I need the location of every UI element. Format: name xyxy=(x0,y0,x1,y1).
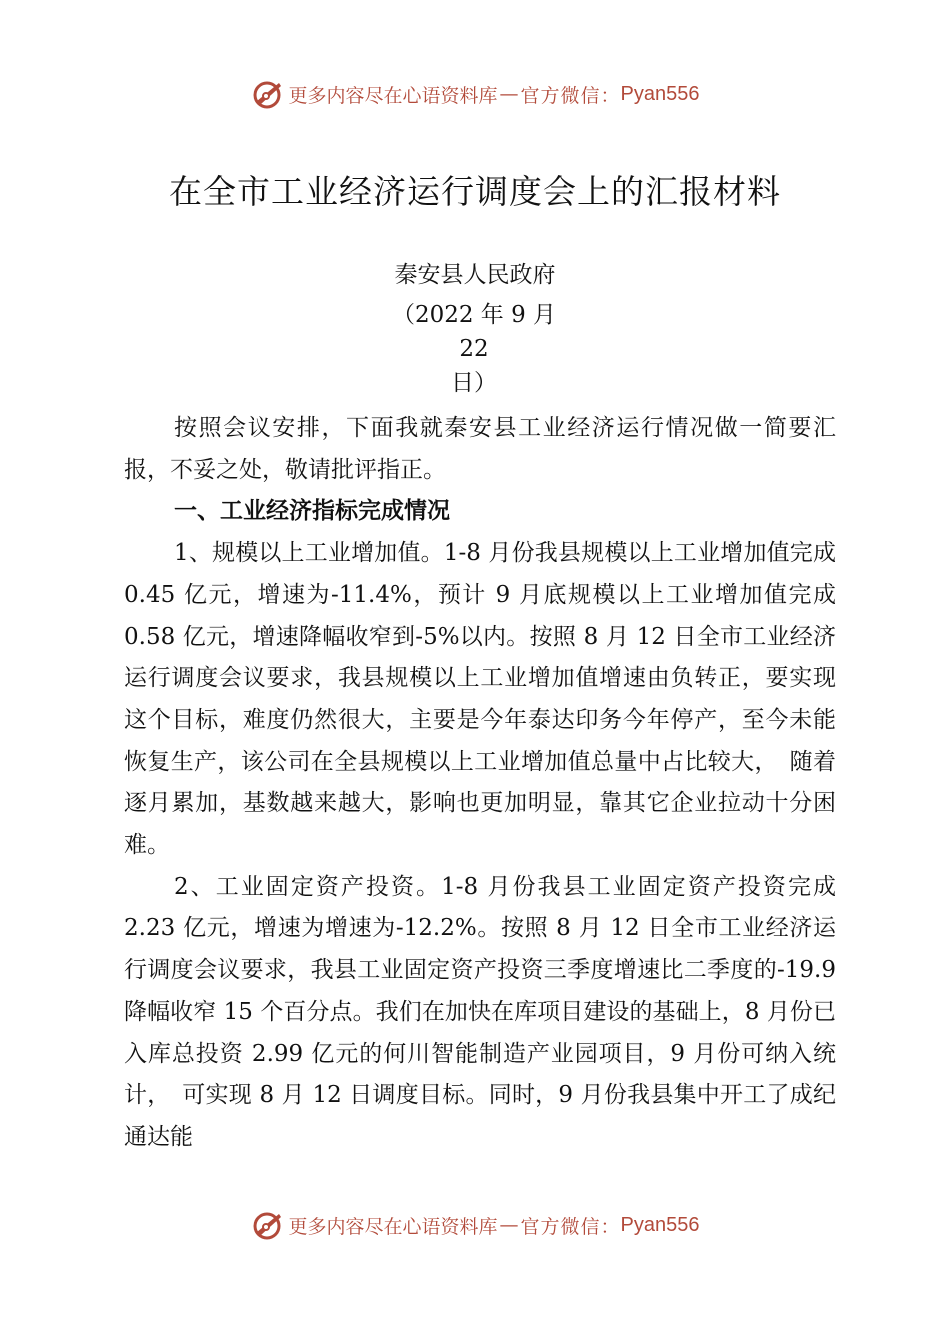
watermark-separator: — xyxy=(499,83,519,105)
watermark-wechat-id: Pyan556 xyxy=(620,82,700,105)
watermark-banner-top xyxy=(0,74,950,114)
watermark-wechat-label: 官方微信： xyxy=(520,84,621,107)
watermark-wechat-id: Pyan556 xyxy=(620,1213,700,1236)
watermark-text: 更多内容尽在心语资料库 xyxy=(288,1215,498,1238)
logo-pen-icon xyxy=(251,1208,285,1242)
intro-paragraph: 按照会议安排，下面我就秦安县工业经济运行情况做一简要汇报，不妥之处，敬请批评指正。 xyxy=(124,415,836,483)
document-author: 秦安县人民政府 xyxy=(394,262,556,288)
watermark-separator: — xyxy=(499,1214,519,1236)
document-title: 在全市工业经济运行调度会上的汇报材料 xyxy=(169,172,781,211)
document-date-line1: （2022 年 9 月 22 xyxy=(391,302,557,362)
document-date xyxy=(376,298,572,400)
document-date-line2: 日） xyxy=(451,370,497,396)
paragraph-industrial-value-added: 1、规模以上工业增加值。1-8 月份我县规模以上工业增加值完成 0.45 亿元，增速为-11.4%，预计 9 月底规模以上工业增加值完成 0.58 亿元，增速降幅收窄到-5%以内。按照 8 月 12 日全市工业经济运行调度会议要求，我县规模以上工业增加值增速由负转正，要实现这个目标，难度仍然很大，主要是今年泰达印务今年停产，至今未能恢复生产，该公司在全县规模以上工业增加值总量中占比较大， 随着逐月累加，基数越来越大，影响也更加明显，靠其它企业拉动十分困难。 xyxy=(124,540,836,859)
logo-pen-icon xyxy=(251,77,285,111)
paragraph-fixed-asset-investment: 2、工业固定资产投资。1-8 月份我县工业固定资产投资完成 2.23 亿元，增速为增速为-12.2%。按照 8 月 12 日全市工业经济运行调度会议要求，我县工业固定资产投资三季度增速比二季度的-19.9 降幅收窄 15 个百分点。我们在加快在库项目建设的基础上，8 月份已入库总投资 2.99 亿元的何川智能制造产业园项目，9 月份可纳入统计， 可实现 8 月 12 日调度目标。同时，9 月份我县集中开工了成纪通达能 xyxy=(124,873,836,1150)
watermark-text: 更多内容尽在心语资料库 xyxy=(288,84,498,107)
watermark-banner-bottom xyxy=(0,1205,950,1245)
watermark-wechat-label: 官方微信： xyxy=(520,1215,621,1238)
section-heading: 一、工业经济指标完成情况 xyxy=(174,498,450,525)
document-body xyxy=(124,408,836,1159)
